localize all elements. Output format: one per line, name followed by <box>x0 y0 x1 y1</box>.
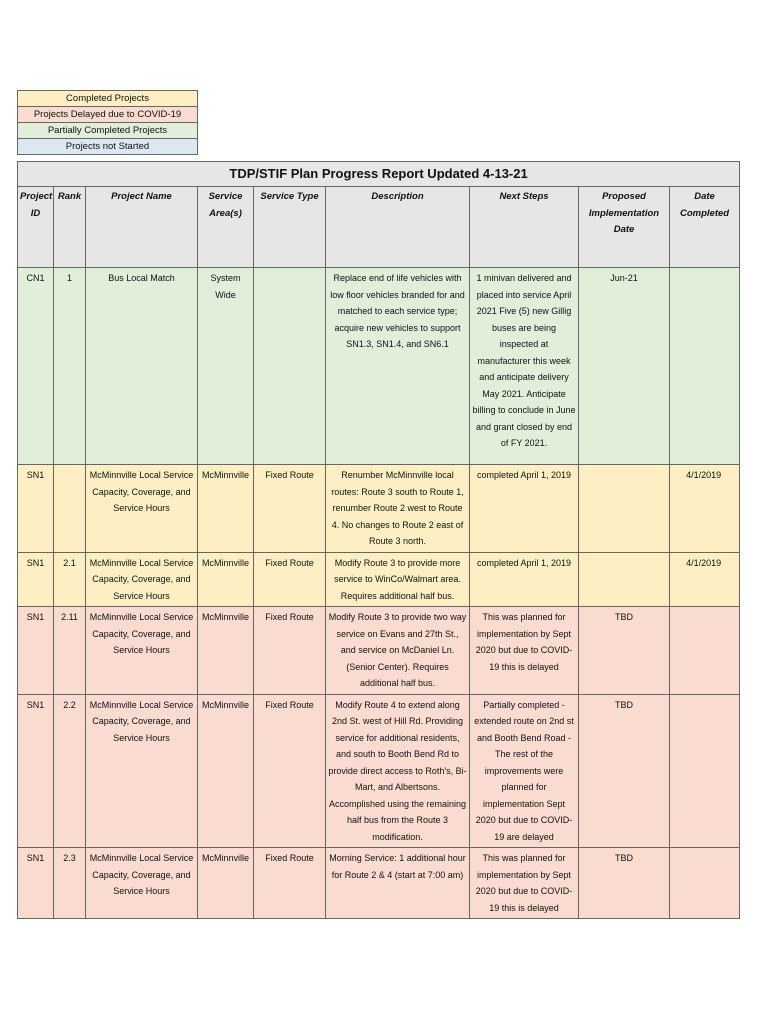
table-row <box>18 268 740 465</box>
cell-project-id: SN1 <box>18 694 54 848</box>
cell-date-completed <box>670 268 740 465</box>
cell-proposed-date: TBD <box>579 848 670 919</box>
cell-proposed-date: Jun-21 <box>579 268 670 465</box>
cell-project-id: CN1 <box>18 268 54 465</box>
cell-service-area: McMinnville <box>198 694 254 848</box>
cell-description: Modify Route 4 to extend along 2nd St. west of Hill Rd. Providing service for additional residents, and south to Booth Bend Rd to provide direct access to Roth's, Bi-Mart, and Albertsons. Accomplished using the remaining half bus from the Route 3 modification. <box>326 694 470 848</box>
cell-project-id: SN1 <box>18 465 54 553</box>
cell-rank: 2.3 <box>54 848 86 919</box>
cell-service-area: System Wide <box>198 268 254 465</box>
cell-rank: 2.1 <box>54 552 86 607</box>
cell-next-steps: This was planned for implementation by Sept 2020 but due to COVID-19 this is delayed <box>470 607 579 695</box>
cell-project-name: Bus Local Match <box>86 268 198 465</box>
cell-next-steps: completed April 1, 2019 <box>470 465 579 553</box>
legend-completed: Completed Projects <box>18 91 198 107</box>
header-project-id: Project ID <box>18 187 54 268</box>
cell-proposed-date: TBD <box>579 694 670 848</box>
cell-project-name: McMinnville Local Service Capacity, Coverage, and Service Hours <box>86 694 198 848</box>
header-rank: Rank <box>54 187 86 268</box>
cell-project-id: SN1 <box>18 848 54 919</box>
cell-service-type: Fixed Route <box>254 607 326 695</box>
header-description: Description <box>326 187 470 268</box>
cell-service-type: Fixed Route <box>254 552 326 607</box>
cell-project-name: McMinnville Local Service Capacity, Coverage, and Service Hours <box>86 552 198 607</box>
cell-description: Modify Route 3 to provide two way service on Evans and 27th St., and service on McDaniel Ln. (Senior Center). Requires additional half bus. <box>326 607 470 695</box>
cell-proposed-date <box>579 465 670 553</box>
table-row <box>18 848 740 919</box>
cell-date-completed <box>670 694 740 848</box>
cell-date-completed <box>670 848 740 919</box>
header-service-area: Service Area(s) <box>198 187 254 268</box>
cell-project-name: McMinnville Local Service Capacity, Coverage, and Service Hours <box>86 607 198 695</box>
cell-service-type: Fixed Route <box>254 694 326 848</box>
header-date-completed: Date Completed <box>670 187 740 268</box>
cell-service-area: McMinnville <box>198 552 254 607</box>
cell-service-type: Fixed Route <box>254 848 326 919</box>
cell-description: Modify Route 3 to provide more service to WinCo/Walmart area. Requires additional half bus. <box>326 552 470 607</box>
header-project-name: Project Name <box>86 187 198 268</box>
cell-service-type: Fixed Route <box>254 465 326 553</box>
cell-service-area: McMinnville <box>198 607 254 695</box>
cell-project-name: McMinnville Local Service Capacity, Coverage, and Service Hours <box>86 848 198 919</box>
cell-next-steps: 1 minivan delivered and placed into service April 2021 Five (5) new Gillig buses are being inspected at manufacturer this week and anticipate delivery May 2021. Anticipate billing to conclude in June and grant closed by end of FY 2021. <box>470 268 579 465</box>
status-legend <box>17 90 198 155</box>
progress-report-table <box>17 161 740 919</box>
legend-delayed: Projects Delayed due to COVID-19 <box>18 107 198 123</box>
legend-partial: Partially Completed Projects <box>18 123 198 139</box>
legend-not-started: Projects not Started <box>18 139 198 155</box>
cell-description: Renumber McMinnville local routes: Route 3 south to Route 1, renumber Route 2 west to Route 4. No changes to Route 2 east of Route 3 north. <box>326 465 470 553</box>
cell-proposed-date: TBD <box>579 607 670 695</box>
cell-date-completed: 4/1/2019 <box>670 465 740 553</box>
header-service-type: Service Type <box>254 187 326 268</box>
cell-service-type <box>254 268 326 465</box>
header-proposed-date: Proposed Implementation Date <box>579 187 670 268</box>
cell-next-steps: completed April 1, 2019 <box>470 552 579 607</box>
cell-service-area: McMinnville <box>198 465 254 553</box>
cell-description: Replace end of life vehicles with low floor vehicles branded for and matched to each service type; acquire new vehicles to support SN1.3, SN1.4, and SN6.1 <box>326 268 470 465</box>
header-next-steps: Next Steps <box>470 187 579 268</box>
cell-project-name: McMinnville Local Service Capacity, Coverage, and Service Hours <box>86 465 198 553</box>
cell-proposed-date <box>579 552 670 607</box>
cell-date-completed: 4/1/2019 <box>670 552 740 607</box>
cell-rank: 2.2 <box>54 694 86 848</box>
cell-project-id: SN1 <box>18 607 54 695</box>
cell-next-steps: Partially completed - extended route on 2nd st and Booth Bend Road - The rest of the improvements were planned for implementation Sept 2020 but due to COVID-19 are delayed <box>470 694 579 848</box>
cell-rank: 1 <box>54 268 86 465</box>
cell-service-area: McMinnville <box>198 848 254 919</box>
cell-rank <box>54 465 86 553</box>
table-row <box>18 552 740 607</box>
cell-next-steps: This was planned for implementation by Sept 2020 but due to COVID-19 this is delayed <box>470 848 579 919</box>
table-row <box>18 607 740 695</box>
cell-date-completed <box>670 607 740 695</box>
header-row <box>18 187 740 268</box>
table-row <box>18 694 740 848</box>
cell-description: Morning Service: 1 additional hour for Route 2 & 4 (start at 7:00 am) <box>326 848 470 919</box>
cell-project-id: SN1 <box>18 552 54 607</box>
report-title: TDP/STIF Plan Progress Report Updated 4-13-21 <box>18 162 740 187</box>
table-row <box>18 465 740 553</box>
cell-rank: 2.11 <box>54 607 86 695</box>
